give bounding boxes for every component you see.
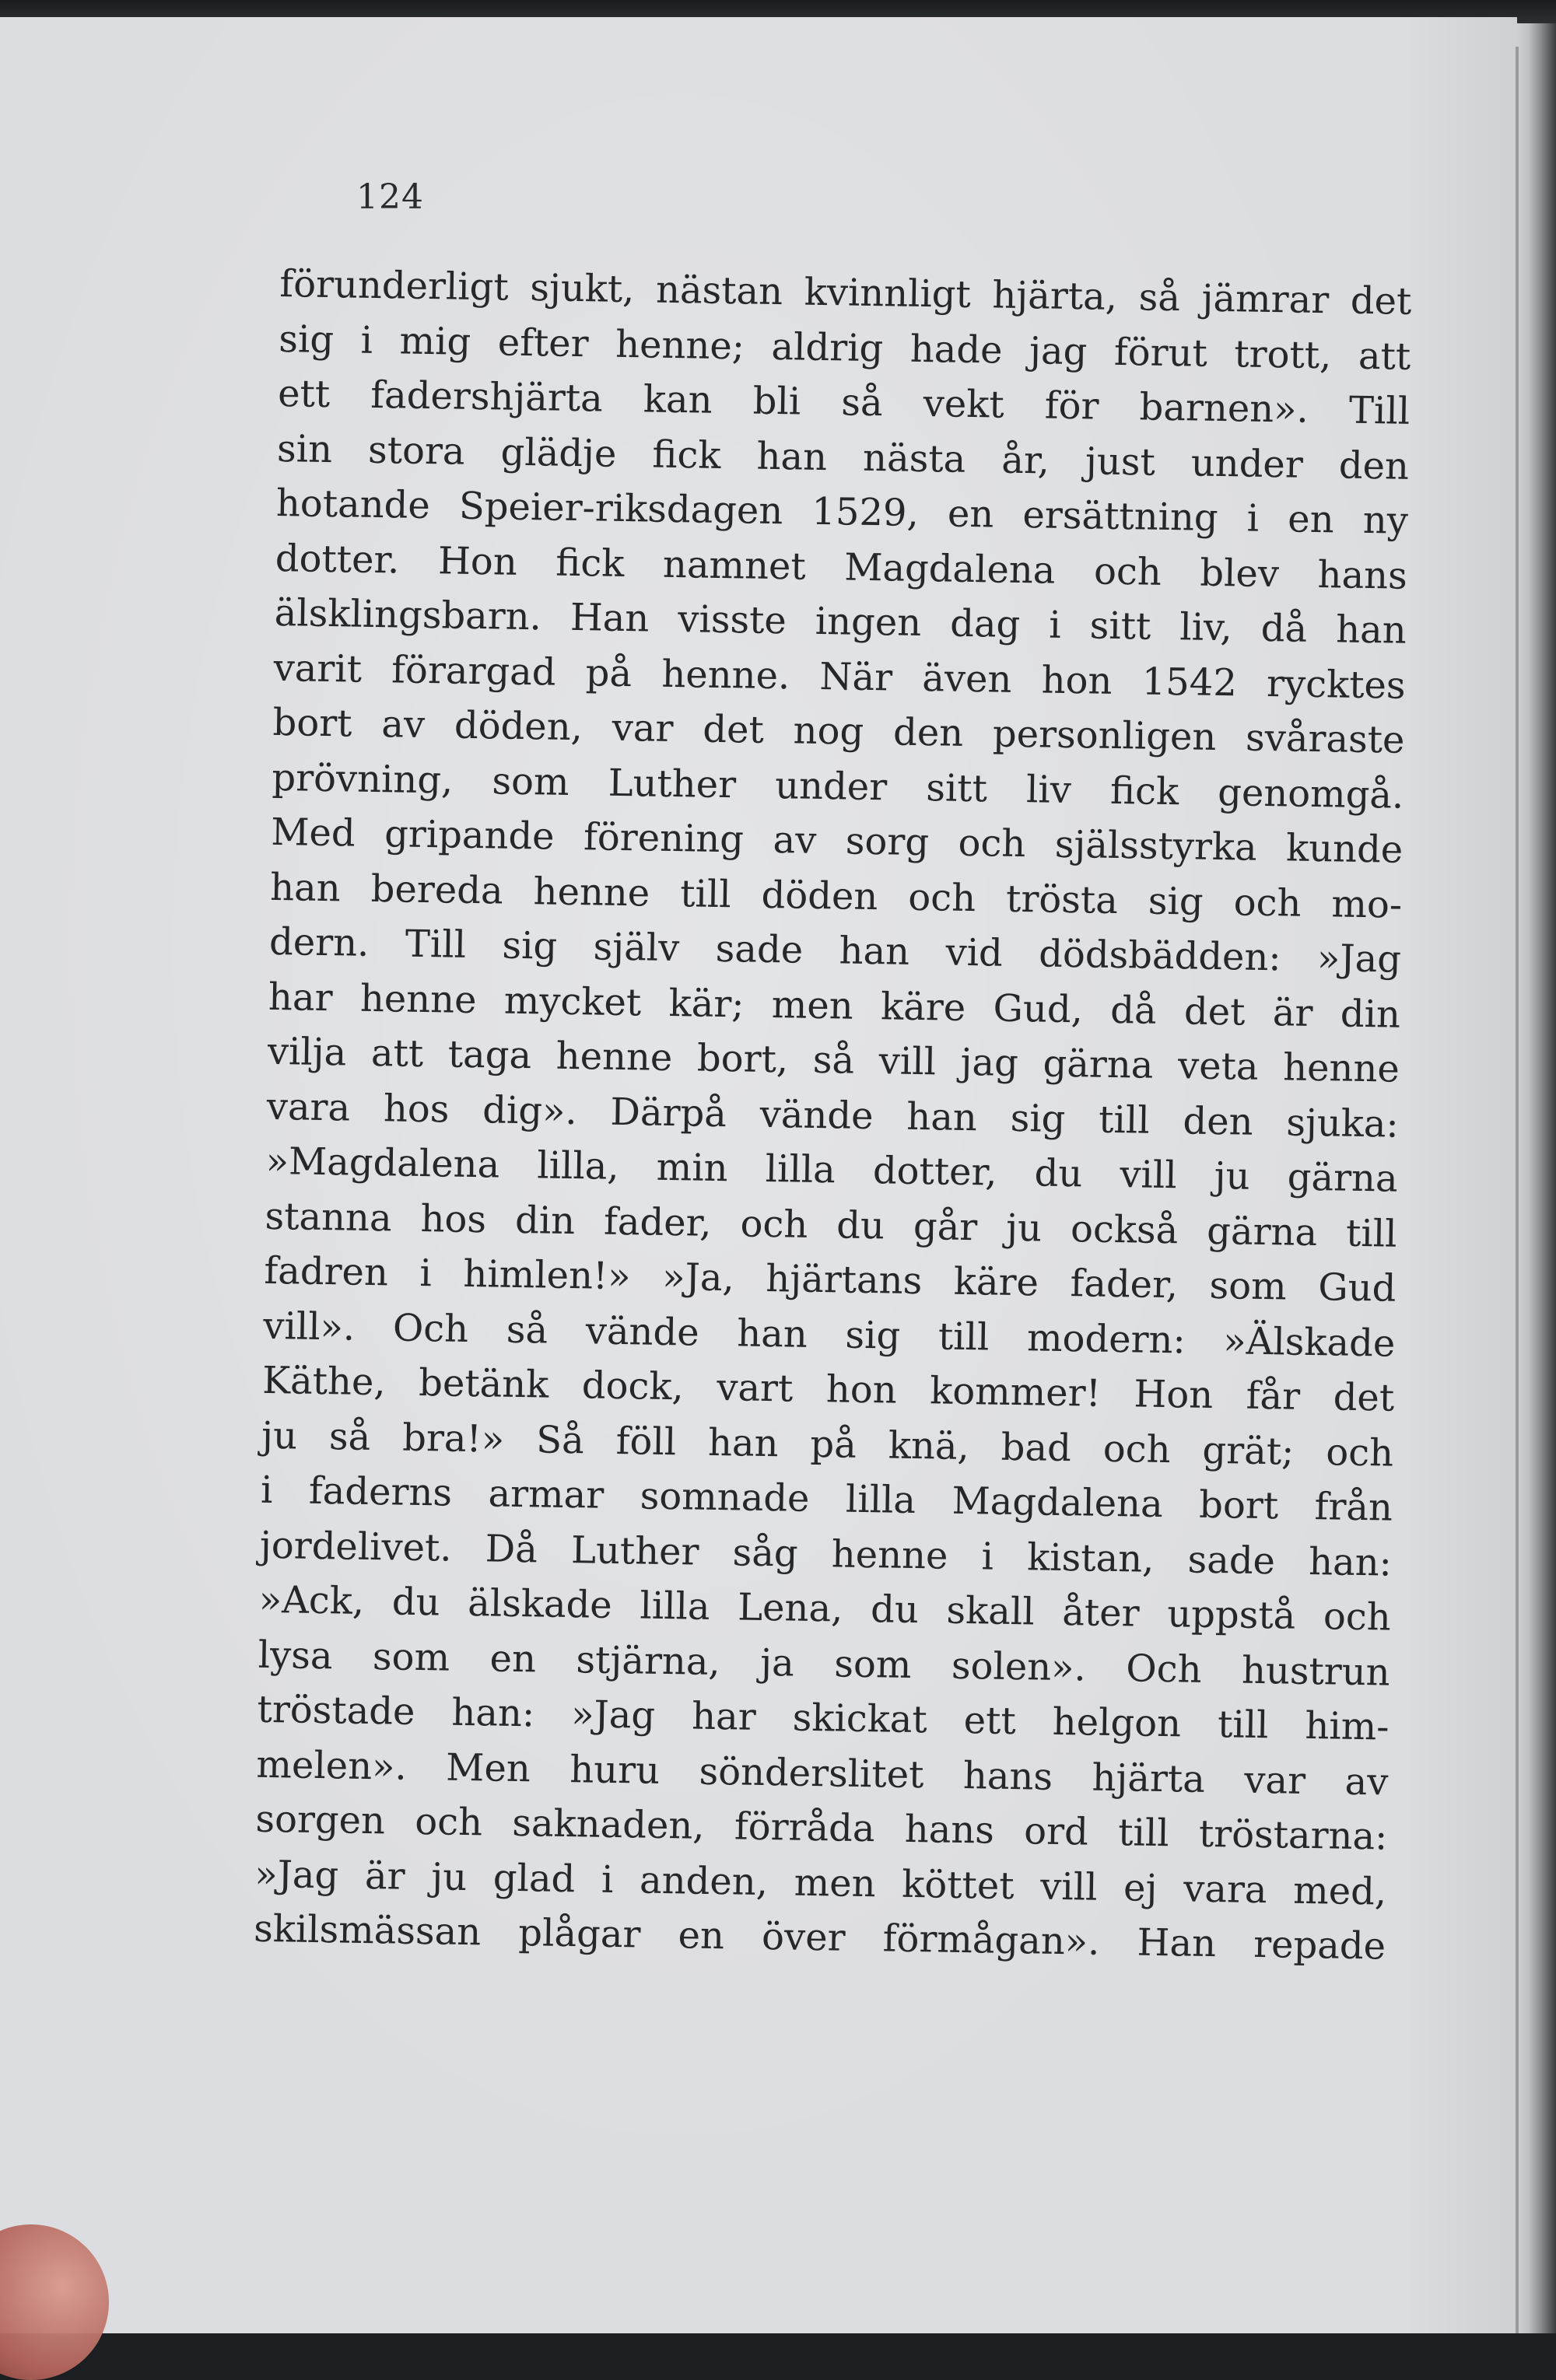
text-line: Med gripande förening av sorg och själsstyrka kunde [270,810,1404,872]
text-line: sorgen och saknaden, förråda hans ord till tröstarna: [255,1797,1388,1859]
body-text [254,257,1412,1974]
text-line: stanna hos din fader, och du går ju också gärna till [265,1194,1397,1256]
text-line: vill». Och så vände han sig till modern: »Älskade [262,1304,1396,1366]
text-line: »Ack, du älskade lilla Lena, du skall åter uppstå och [258,1577,1392,1640]
text-line: skilsmässan plågar en över förmågan». Han repade [253,1906,1386,1969]
page-edge-line [1516,47,1519,2333]
text-line: melen». Men huru sönderslitet hans hjärta var av [256,1742,1389,1804]
text-line: älsklingsbarn. Han visste ingen dag i sitt liv, då han [274,590,1407,653]
text-line: ett fadershjärta kan bli så vekt för barnen». Till [277,371,1411,433]
text-line: lysa som en stjärna, ja som solen». Och hustrun [258,1633,1391,1695]
text-line: »Jag är ju glad i anden, men köttet vill ej vara med, [254,1852,1387,1914]
text-line: vilja att taga henne bort, så vill jag gärna veta henne [267,1029,1400,1091]
text-line: Käthe, betänk dock, vart hon kommer! Hon får det [261,1358,1395,1420]
text-line: dern. Till sig själv sade han vid dödsbädden: »Jag [268,919,1402,982]
text-line: förunderligt sjukt, nästan kvinnligt hjärta, så jämrar det [279,261,1412,324]
text-line: tröstade han: »Jag har skickat ett helgon till him- [257,1687,1390,1749]
text-line: »Magdalena lilla, min lilla dotter, du vill ju gärna [265,1139,1398,1201]
text-line: vara hos dig». Därpå vände han sig till den sjuka: [266,1084,1400,1146]
text-line: prövning, som Luther under sitt liv fick genomgå. [272,755,1404,817]
text-line: dotter. Hon fick namnet Magdalena och blev hans [275,536,1408,598]
text-line: jordelivet. Då Luther såg henne i kistan, sade han: [259,1523,1393,1585]
text-line: ju så bra!» Så föll han på knä, bad och grät; och [261,1413,1394,1475]
text-line: sig i mig efter henne; aldrig hade jag förut trott, att [278,317,1411,379]
text-line: i faderns armar somnade lilla Magdalena bort från [260,1468,1393,1530]
page-right-edge [1517,23,1556,2333]
text-line: hotande Speier-riksdagen 1529, en ersättning i en ny [275,481,1409,543]
text-line: har henne mycket kär; men käre Gud, då det är din [268,975,1401,1037]
text-line: han bereda henne till döden och trösta sig och mo- [269,865,1403,927]
text-line: fadren i himlen!» »Ja, hjärtans käre fader, som Gud [264,1248,1397,1311]
page-number: 124 [356,177,424,217]
text-line: varit förargad på henne. När även hon 1542 rycktes [273,646,1406,708]
text-line: sin stora glädje fick han nästa år, just under den [276,426,1410,488]
text-line: bort av döden, var det nog den personligen svåraste [272,700,1405,762]
